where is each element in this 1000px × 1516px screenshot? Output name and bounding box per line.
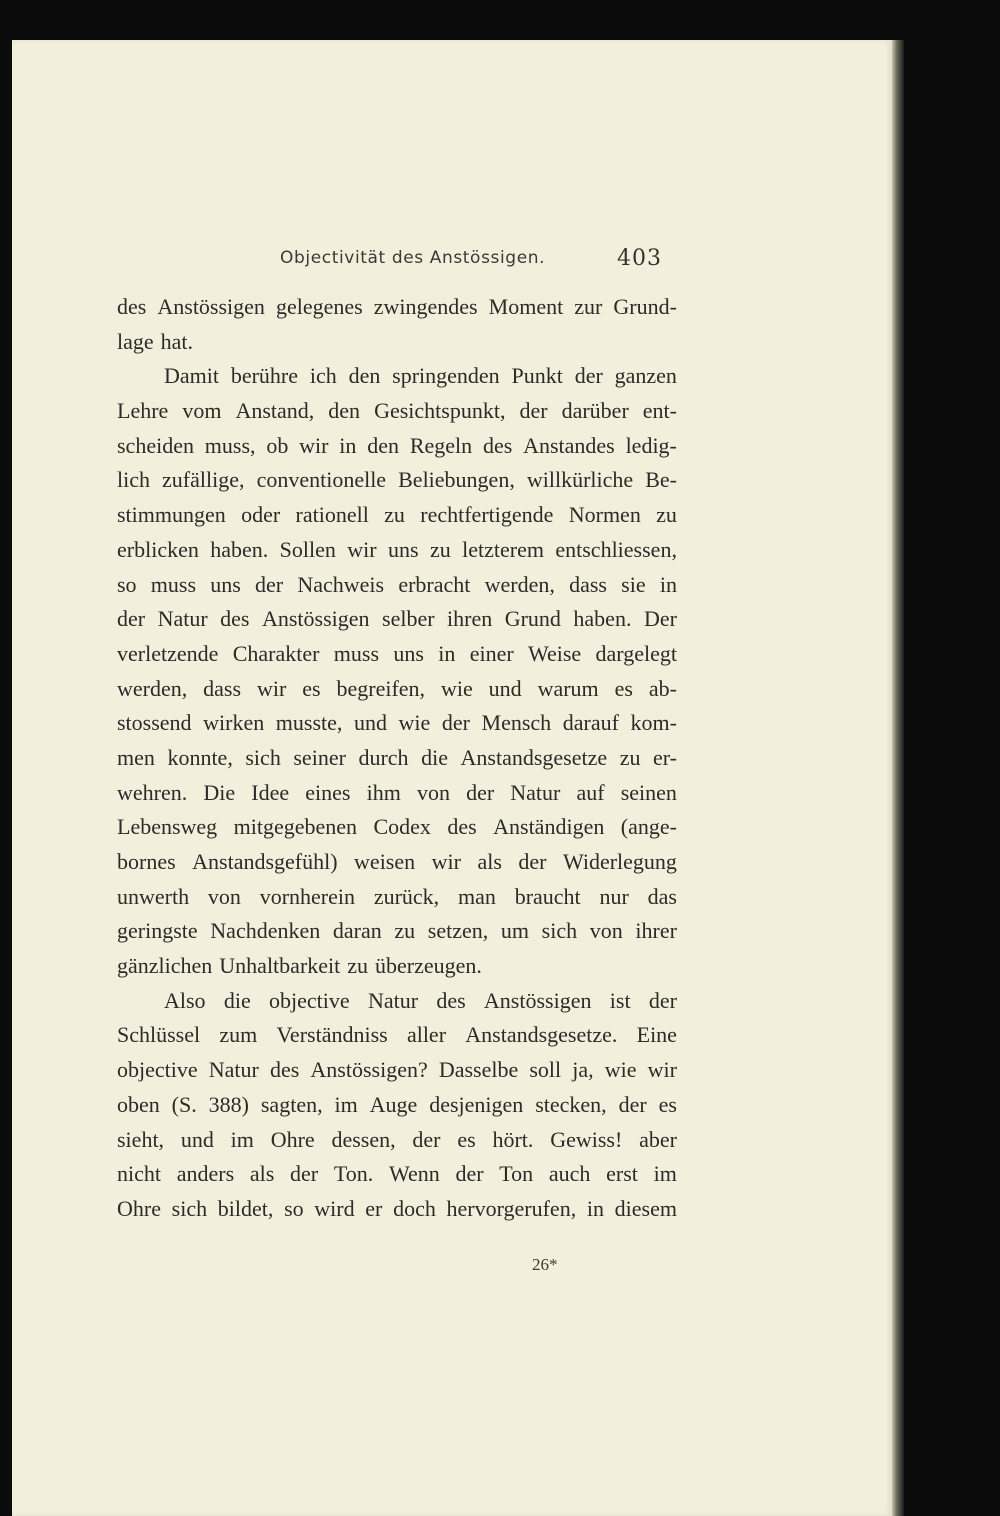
word: den [328,398,361,424]
word: haben. [573,606,632,632]
word: Der [643,606,677,632]
word: Punkt [511,363,563,389]
word: wir [647,1057,677,1083]
word: Natur [510,779,561,805]
word: Ton [499,1161,534,1187]
word: die [421,744,448,770]
word: dass [569,571,607,597]
word: wir [299,432,329,458]
text-line [117,1018,677,1053]
word: Nachdenken [210,918,321,944]
text-line [117,1123,677,1158]
word: ganzen [614,363,677,389]
word: stimmungen [117,502,226,528]
word: zum [219,1022,258,1048]
word: Eine [636,1022,677,1048]
word: eines [305,779,351,805]
text-line [117,394,677,429]
text-line [117,984,677,1019]
word: des [482,432,513,458]
word: bildet, [217,1195,274,1221]
text-line [117,880,677,915]
word: so [117,571,137,597]
word: um [500,918,530,944]
word: Ohre [270,1126,315,1152]
word: überzeugen. [375,953,482,979]
word: uns [388,536,419,562]
word: darauf [562,710,619,736]
text-line [117,706,677,741]
word: warum [537,675,599,701]
word: den [367,432,399,458]
word: 388) [208,1091,249,1117]
word: ihrer [635,918,677,944]
word: ent- [642,398,677,424]
word: Lehre [117,398,169,424]
word: (ange- [620,814,677,840]
word: und [488,675,522,701]
word: als [477,849,502,874]
word: in [339,432,357,458]
word: der [290,1161,319,1187]
word: aber [639,1126,677,1152]
word: stossend [117,710,192,736]
body-text [117,290,677,1227]
book-page [12,40,892,1516]
word: nicht [117,1161,161,1187]
word: ob [266,432,289,458]
word: hört. [492,1126,534,1152]
word: des [269,1057,300,1083]
word: hervorgerufen, [446,1195,577,1221]
word: Charakter [232,640,320,666]
text-line [117,1192,677,1227]
signature-mark: 26* [532,1255,558,1274]
word: Idee [251,779,290,805]
word: muss [333,640,380,666]
word: Anstössigen [483,987,592,1013]
word: im [653,1161,677,1187]
word: und [180,1126,214,1152]
word: Die [203,779,236,805]
word: seinen [620,779,677,805]
word: anders [176,1161,235,1187]
word: sieht, [117,1126,165,1152]
word: Anstandsgesetze [460,744,608,770]
text-line [117,914,677,949]
text-line [117,463,677,498]
word: scheiden [117,432,194,458]
text-line [117,498,677,533]
word: braucht [514,883,581,909]
word: Verständniss [276,1022,388,1048]
word: Natur [367,987,419,1013]
word: letzterem [462,536,544,562]
word: im [334,1091,358,1117]
word: es [457,1126,476,1152]
word: seiner [293,744,346,770]
word: wehren. [117,779,188,805]
word: willkürliche [526,467,634,493]
word: er- [653,744,677,770]
page-edge [892,40,904,1516]
word: Be- [645,467,677,493]
text-line [117,949,677,984]
word: von [416,779,450,805]
text-line [117,845,677,880]
word: Anstössigen [157,294,265,319]
word: lage [117,328,154,354]
word: wir [256,675,287,701]
word: zu [619,744,641,770]
word: Moment [488,294,564,319]
word: ledig- [625,432,677,458]
word: konnte, [167,744,233,770]
word: durch [358,744,409,770]
word: Weise [527,640,582,666]
word: Normen [568,502,641,528]
word: Regeln [409,432,473,458]
text-line [117,637,677,672]
word: wirken [203,710,265,736]
word: dessen, [331,1126,396,1152]
word: der [648,987,677,1013]
word: geringste [117,918,198,944]
word: Grund- [613,294,677,319]
word: kom- [630,710,677,736]
word: musste, [275,710,343,736]
word: diesem [614,1195,677,1221]
word: des [447,814,477,840]
text-line [117,672,677,707]
word: (S. [171,1091,197,1117]
word: begreifen, [336,675,426,701]
word: so [284,1195,304,1221]
word: erbracht [398,571,471,597]
word: Also [164,987,206,1013]
text-line [117,1053,677,1088]
word: Lebensweg [117,814,218,840]
word: entschliessen, [555,536,677,562]
word: zu [429,536,451,562]
word: der [412,1126,441,1152]
word: gänzlichen [117,953,213,979]
word: in [438,640,456,666]
word: Ton. [333,1161,374,1187]
word: muss, [204,432,256,458]
word: das [647,883,677,909]
word: von [207,883,241,909]
word: wie [398,710,431,736]
word: dargelegt [595,640,677,666]
word: der [466,779,495,805]
word: Damit [164,363,219,389]
word: Auge [369,1091,418,1117]
text-line [117,810,677,845]
word: sie [621,571,646,597]
word: es [658,1091,677,1117]
word: selber [382,606,435,632]
word: rationell [295,502,369,528]
word: muss [150,571,197,597]
word: Nachweis [297,571,385,597]
word: der [519,398,548,424]
word: Grund [504,606,561,632]
word: haben. [210,536,269,562]
word: ab- [648,675,677,701]
word: der [441,710,470,736]
text-line [117,741,677,776]
word: in [659,571,677,597]
word: wird [314,1195,355,1221]
word: berühre [230,363,299,389]
word: des [220,606,250,632]
word: Gesichtspunkt, [374,398,506,424]
word: werden, [484,571,555,597]
word: sagten, [260,1091,323,1117]
word: sich [245,744,281,770]
word: stecken, [535,1091,607,1117]
text-line [117,776,677,811]
text-line [117,602,677,637]
word: zu [656,502,677,528]
word: wie [604,1057,637,1083]
word: Anstandsgefühl) [192,849,338,874]
word: vornherein [259,883,356,909]
word: dass [203,675,242,701]
word: unwerth [117,883,190,909]
word: Wenn [388,1161,440,1187]
word: aller [406,1022,447,1048]
word: ja, [572,1057,594,1083]
word: zufällige, [162,467,245,493]
text-line [117,1088,677,1123]
word: erst [606,1161,638,1187]
word: von [589,918,623,944]
word: er [365,1195,383,1221]
word: zu [384,502,405,528]
word: der [574,363,603,389]
word: Schlüssel [117,1022,201,1048]
word: setzen, [427,918,489,944]
word: die [223,987,251,1013]
word: wie [440,675,473,701]
word: sich [541,918,578,944]
word: rechtfertigende [420,502,554,528]
word: oben [117,1091,160,1117]
word: Natur [157,606,208,632]
word: Unhaltbarkeit [219,953,341,979]
text-line [117,359,677,394]
word: verletzende [117,640,219,666]
word: ist [609,987,631,1013]
word: ich [309,363,337,389]
word: der [618,1091,647,1117]
word: mitgegebenen [233,814,358,840]
word: gelegenes [275,294,363,319]
word: Anstandsgesetze. [465,1022,618,1048]
word: im [230,1126,254,1152]
word: als [249,1161,275,1187]
word: des [117,294,147,319]
word: nur [599,883,629,909]
word: Ohre [117,1195,161,1221]
word: Dasselbe [438,1057,519,1083]
word: desjenigen [429,1091,524,1117]
text-line [117,325,677,360]
word: zu [394,918,416,944]
word: ihren [447,606,493,632]
word: hat. [160,328,194,354]
word: den [348,363,381,389]
word: Natur [208,1057,259,1083]
word: conventionelle [256,467,387,493]
word: daran [332,918,382,944]
word: auf [576,779,605,805]
word: zur [574,294,603,319]
text-line [117,290,677,325]
running-head: Objectivität des Anstössigen. [280,248,546,268]
word: Anständigen [493,814,605,840]
word: objective [269,987,350,1013]
word: einer [469,640,514,666]
word: soll [529,1057,562,1083]
word: darüber [561,398,629,424]
text-line [117,568,677,603]
word: des [436,987,466,1013]
word: zwingendes [373,294,478,319]
word: Anstand, [235,398,315,424]
word: lich [117,467,150,493]
word: Codex [373,814,431,840]
word: wir [431,849,461,874]
word: weisen [354,849,416,874]
word: Anstandes [523,432,615,458]
word: auch [548,1161,591,1187]
word: vom [182,398,222,424]
word: uns [393,640,424,666]
word: Gewiss! [550,1126,623,1152]
word: werden, [117,675,188,701]
word: Sollen [279,536,336,562]
word: in [586,1195,604,1221]
word: erblicken [117,536,199,562]
text-line [117,1157,677,1192]
page-number: 403 [617,246,662,271]
word: ihm [366,779,401,805]
text-line [117,533,677,568]
word: uns [210,571,241,597]
word: bornes [117,849,176,874]
word: men [117,744,155,770]
word: zurück, [373,883,440,909]
word: springenden [392,363,500,389]
word: Beliebungen, [398,467,515,493]
text-line [117,429,677,464]
word: Anstössigen? [310,1057,428,1083]
word: objective [117,1057,198,1083]
word: und [353,710,387,736]
word: der [455,1161,484,1187]
word: wir [347,536,377,562]
word: doch [393,1195,436,1221]
word: man [458,883,496,909]
word: Anstössigen [261,606,370,632]
word: Widerlegung [562,849,677,874]
word: es [614,675,633,701]
word: der [518,849,547,874]
word: Mensch [481,710,552,736]
word: sich [171,1195,208,1221]
word: der [117,606,146,632]
word: zu [347,953,369,979]
word: der [255,571,284,597]
word: oder [241,502,281,528]
word: es [302,675,321,701]
